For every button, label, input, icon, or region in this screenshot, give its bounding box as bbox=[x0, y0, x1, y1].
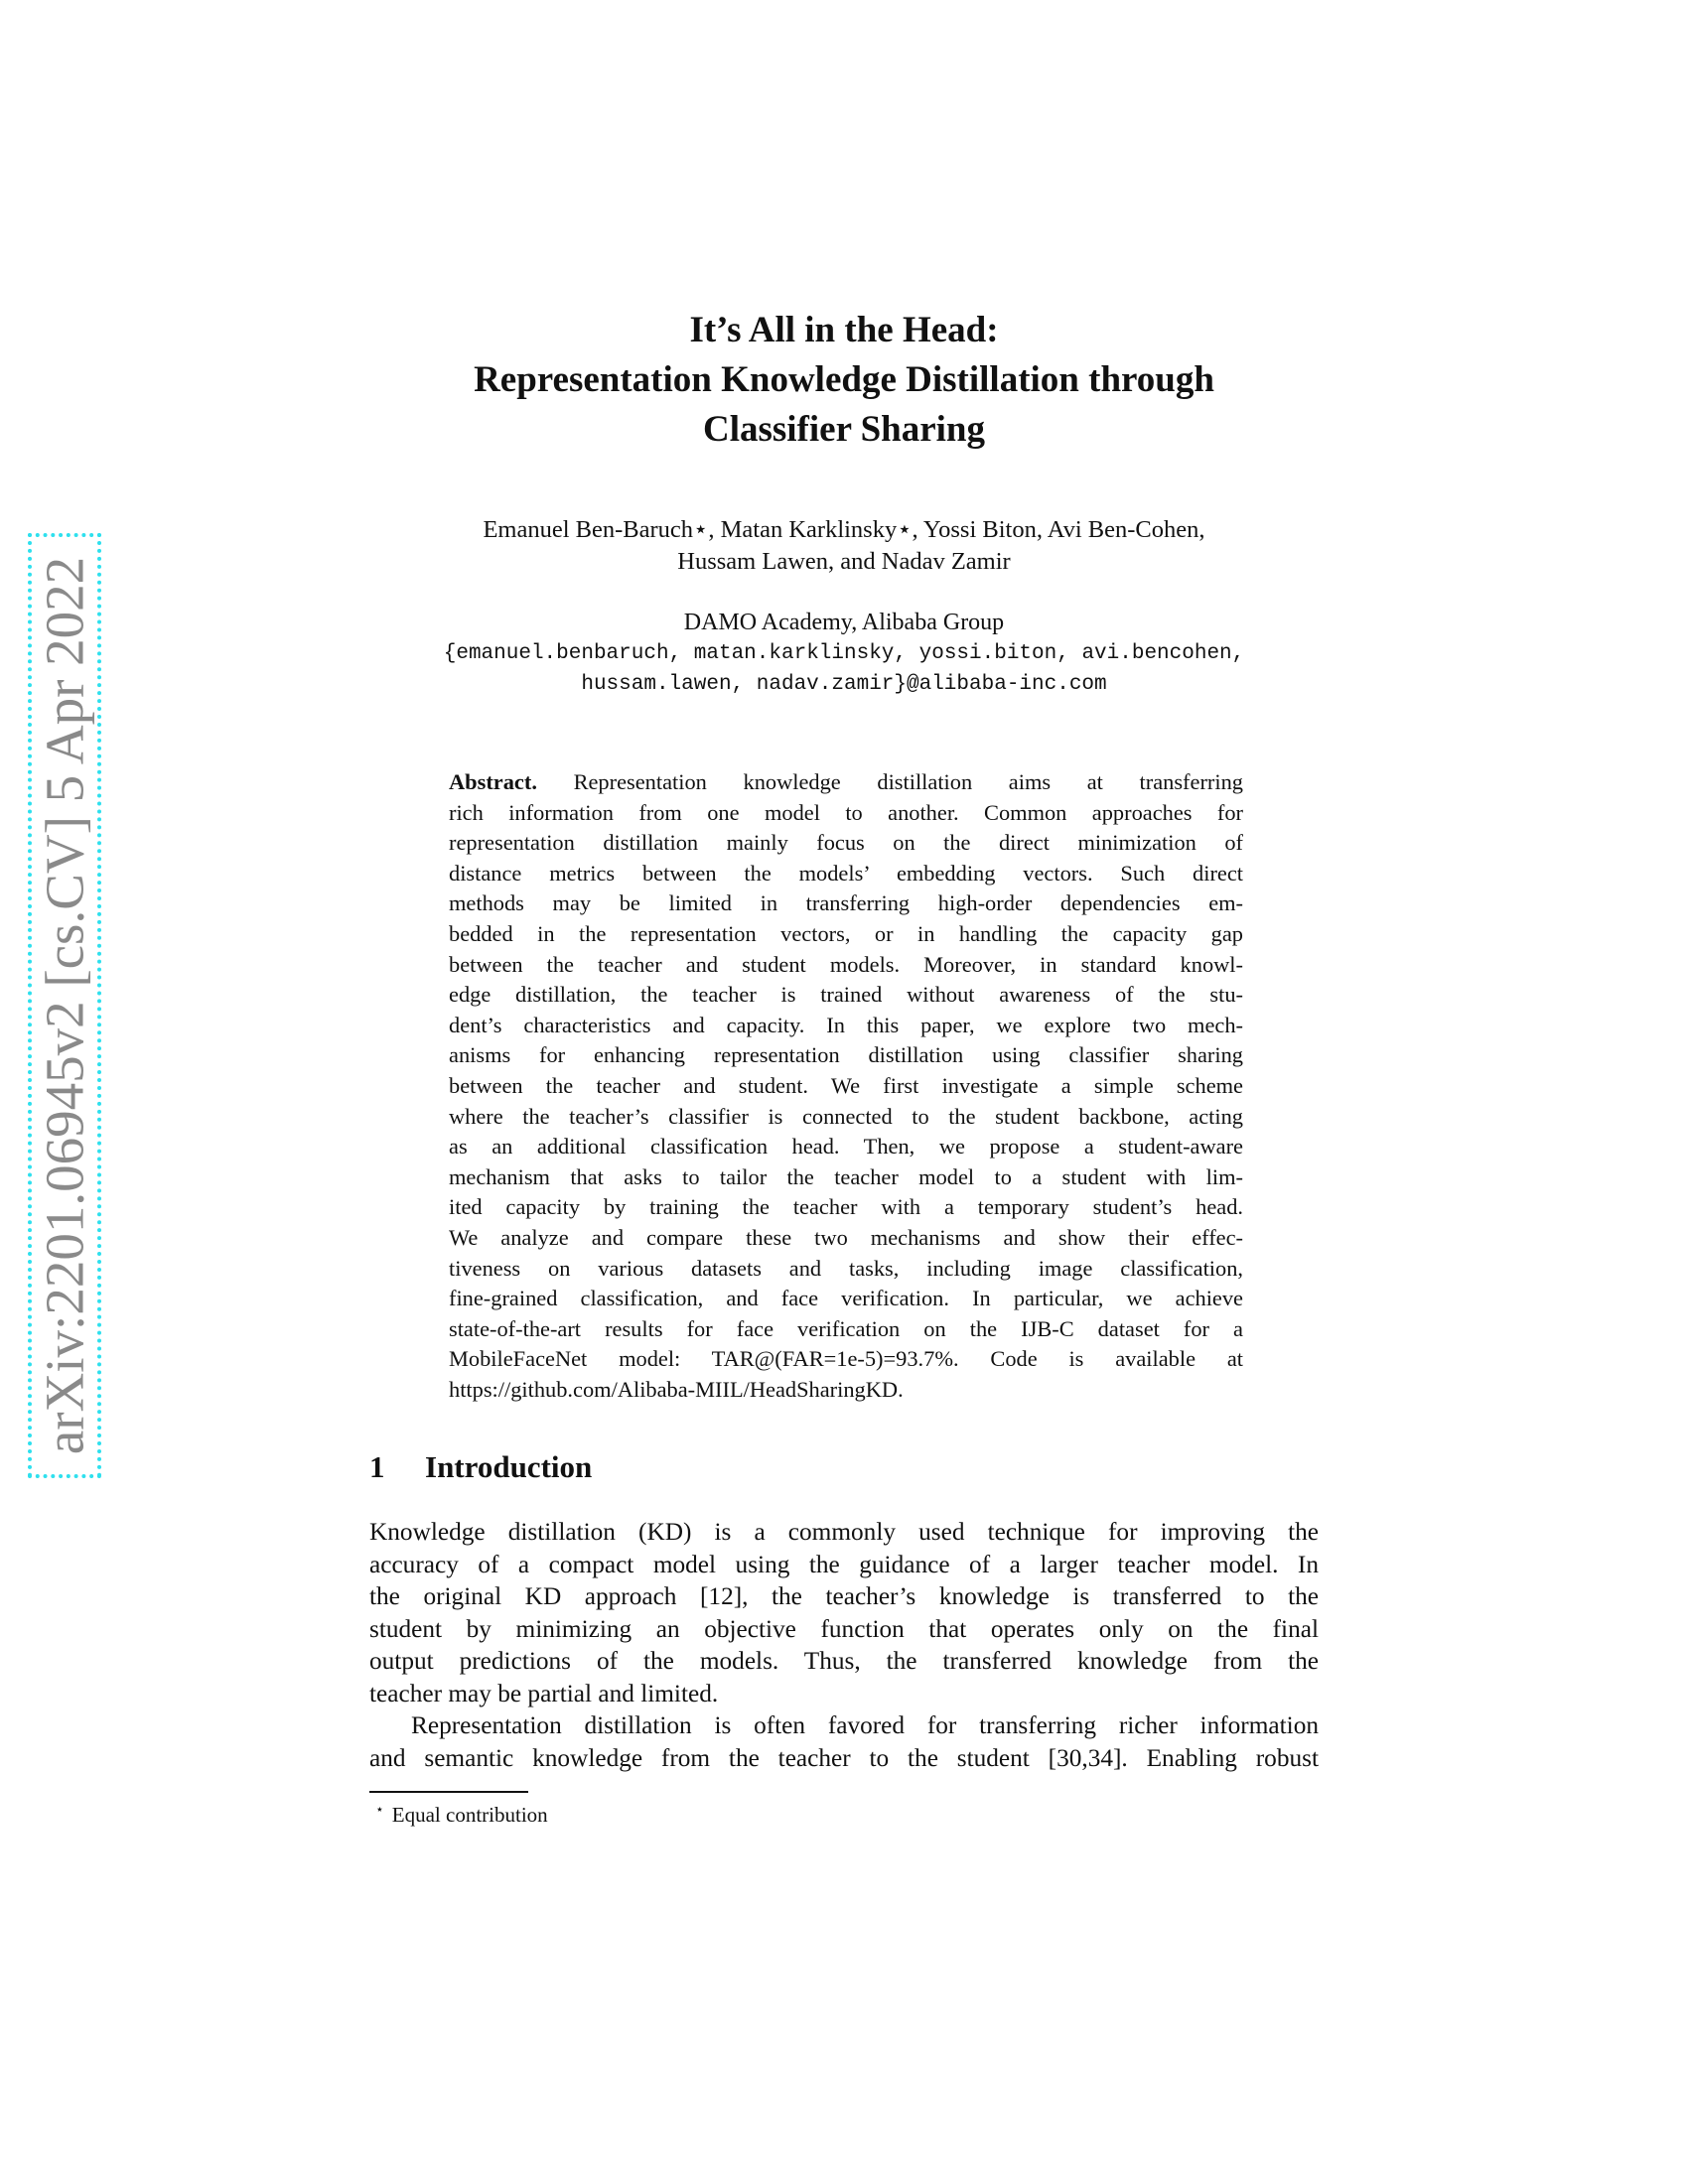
abstract-line: bedded in the representation vectors, or in handling the capacity gap bbox=[449, 920, 1243, 946]
abstract-line: edge distillation, the teacher is trained without awareness of the stu- bbox=[449, 982, 1243, 1008]
email-line: hussam.lawen, nadav.zamir}@alibaba-inc.com bbox=[581, 673, 1107, 696]
body-line: output predictions of the models. Thus, the transferred knowledge from the bbox=[369, 1647, 1319, 1675]
abstract-line: representation distillation mainly focus on the direct minimization of bbox=[449, 830, 1243, 856]
abstract-line: between the teacher and student models. Moreover, in standard knowl- bbox=[449, 951, 1243, 977]
abstract-line: anisms for enhancing representation distillation using classifier sharing bbox=[449, 1042, 1243, 1068]
abstract-line: as an additional classification head. Then, we propose a student-aware bbox=[449, 1134, 1243, 1160]
abstract-line: dent’s characteristics and capacity. In this paper, we explore two mech- bbox=[449, 1012, 1243, 1037]
abstract-line: distance metrics between the models’ embedding vectors. Such direct bbox=[449, 860, 1243, 886]
abstract-line: We analyze and compare these two mechanisms and show their effec- bbox=[449, 1224, 1243, 1250]
abstract-line: ited capacity by training the teacher with a temporary student’s head. bbox=[449, 1194, 1243, 1220]
body-line: Knowledge distillation (KD) is a commonly used technique for improving the bbox=[369, 1518, 1319, 1546]
abstract-line bbox=[449, 767, 1243, 798]
section-heading-introduction bbox=[369, 1447, 592, 1487]
title-line: Representation Knowledge Distillation through bbox=[474, 359, 1214, 400]
author-line: Hussam Lawen, and Nadav Zamir bbox=[677, 548, 1011, 575]
body-line: teacher may be partial and limited. bbox=[369, 1679, 719, 1707]
section-number: 1 bbox=[369, 1449, 385, 1484]
abstract-line: fine-grained classification, and face verification. In particular, we achieve bbox=[449, 1286, 1243, 1311]
footnote-divider bbox=[369, 1791, 528, 1793]
abstract-line: rich information from one model to another. Common approaches for bbox=[449, 799, 1243, 825]
body-line: and semantic knowledge from the teacher to the student [30,34]. Enabling robust bbox=[369, 1743, 1319, 1772]
abstract bbox=[449, 767, 1243, 1405]
arxiv-identifier: arXiv:2201.06945v2 [cs.CV] 5 Apr 2022 bbox=[34, 556, 95, 1455]
title-line: It’s All in the Head: bbox=[689, 310, 999, 350]
body-line: accuracy of a compact model using the guidance of a larger teacher model. In bbox=[369, 1550, 1319, 1578]
abstract-line: where the teacher’s classifier is connected to the student backbone, acting bbox=[449, 1103, 1243, 1129]
footnote-marker: ⋆ bbox=[375, 1803, 384, 1818]
body-line: Representation distillation is often favored for transferring richer information bbox=[411, 1711, 1319, 1739]
author-emails bbox=[369, 638, 1319, 700]
abstract-line: MobileFaceNet model: TAR@(FAR=1e-5)=93.7%. Code is available at bbox=[449, 1346, 1243, 1372]
introduction-body bbox=[369, 1516, 1319, 1774]
title-line: Classifier Sharing bbox=[702, 409, 986, 450]
author-line: Emanuel Ben-Baruch⋆, Matan Karklinsky⋆, Yossi Biton, Avi Ben-Cohen, bbox=[483, 516, 1205, 543]
abstract-line: state-of-the-art results for face verification on the IJB-C dataset for a bbox=[449, 1315, 1243, 1341]
abstract-label: Abstract. bbox=[449, 769, 537, 794]
footnote bbox=[375, 1797, 548, 1829]
arxiv-stamp bbox=[28, 533, 101, 1478]
paper-title bbox=[369, 306, 1319, 455]
email-line: {emanuel.benbaruch, matan.karklinsky, yossi.biton, avi.bencohen, bbox=[443, 642, 1245, 665]
abstract-code-link[interactable]: https://github.com/Alibaba-MIIL/HeadSharingKD. bbox=[449, 1376, 904, 1402]
author-list bbox=[369, 514, 1319, 578]
body-line: the original KD approach [12], the teacher’s knowledge is transferred to the bbox=[369, 1582, 1319, 1610]
abstract-text: Representation knowledge distillation aims at transferring bbox=[573, 769, 1243, 794]
footnote-text: Equal contribution bbox=[391, 1803, 548, 1827]
abstract-line: methods may be limited in transferring high-order dependencies em- bbox=[449, 890, 1243, 916]
abstract-line: mechanism that asks to tailor the teacher model to a student with lim- bbox=[449, 1163, 1243, 1189]
abstract-line: tiveness on various datasets and tasks, including image classification, bbox=[449, 1255, 1243, 1281]
abstract-line: between the teacher and student. We first investigate a simple scheme bbox=[449, 1072, 1243, 1098]
body-line: student by minimizing an objective function that operates only on the final bbox=[369, 1614, 1319, 1643]
section-title: Introduction bbox=[425, 1449, 593, 1484]
affiliation: DAMO Academy, Alibaba Group bbox=[683, 610, 1005, 635]
